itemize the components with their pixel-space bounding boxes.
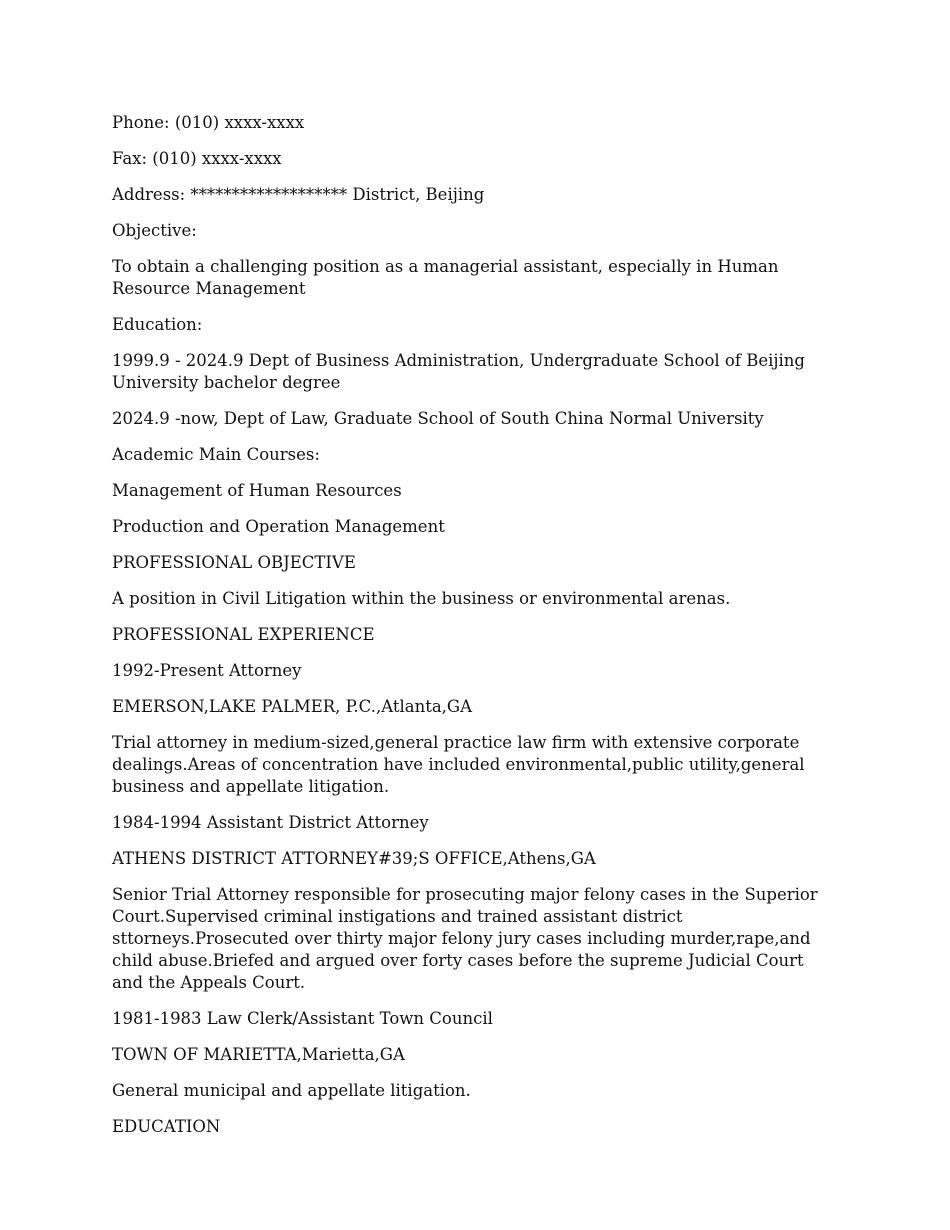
experience-title: 1984-1994 Assistant District Attorney [112, 813, 429, 832]
experience-employer: EMERSON,LAKE PALMER, P.C.,Atlanta,GA [112, 697, 473, 716]
experience-description: Senior Trial Attorney responsible for prosecuting major felony cases in the Superior Court.Supervised criminal instigations and trained assistant district sttorneys.Prosecuted over thirty major felony jury cases including murder,rape,and child abuse.Briefed and argued over forty cases before the supreme Judicial Court and the Appeals Court. [112, 885, 818, 992]
education-heading: Education: [112, 315, 203, 334]
professional-objective-text: A position in Civil Litigation within the business or environmental arenas. [112, 589, 731, 608]
courses-heading: Academic Main Courses: [112, 445, 320, 464]
course-item: Production and Operation Management [112, 517, 445, 536]
experience-employer: ATHENS DISTRICT ATTORNEY#39;S OFFICE,Athens,GA [112, 849, 596, 868]
education-entry-graduate: 2024.9 -now, Dept of Law, Graduate School of South China Normal University [112, 409, 764, 428]
document-page [112, 112, 830, 1152]
education-section-heading: EDUCATION [112, 1117, 221, 1136]
course-item: Management of Human Resources [112, 481, 402, 500]
fax-line: Fax: (010) xxxx-xxxx [112, 149, 282, 168]
professional-experience-heading: PROFESSIONAL EXPERIENCE [112, 625, 375, 644]
experience-title: 1981-1983 Law Clerk/Assistant Town Council [112, 1009, 493, 1028]
experience-description: Trial attorney in medium-sized,general practice law firm with extensive corporate dealings.Areas of concentration have included environmental,public utility,general business and appellate litigation. [112, 733, 805, 796]
experience-employer: TOWN OF MARIETTA,Marietta,GA [112, 1045, 405, 1064]
professional-objective-heading: PROFESSIONAL OBJECTIVE [112, 553, 356, 572]
address-line: Address: ******************* District, Beijing [112, 185, 485, 204]
phone-line: Phone: (010) xxxx-xxxx [112, 113, 305, 132]
experience-description: General municipal and appellate litigation. [112, 1081, 471, 1100]
education-entry-undergraduate: 1999.9 - 2024.9 Dept of Business Administration, Undergraduate School of Beijing University bachelor degree [112, 351, 805, 392]
objective-text: To obtain a challenging position as a managerial assistant, especially in Human Resource Management [112, 257, 779, 298]
objective-heading: Objective: [112, 221, 197, 240]
experience-title: 1992-Present Attorney [112, 661, 302, 680]
